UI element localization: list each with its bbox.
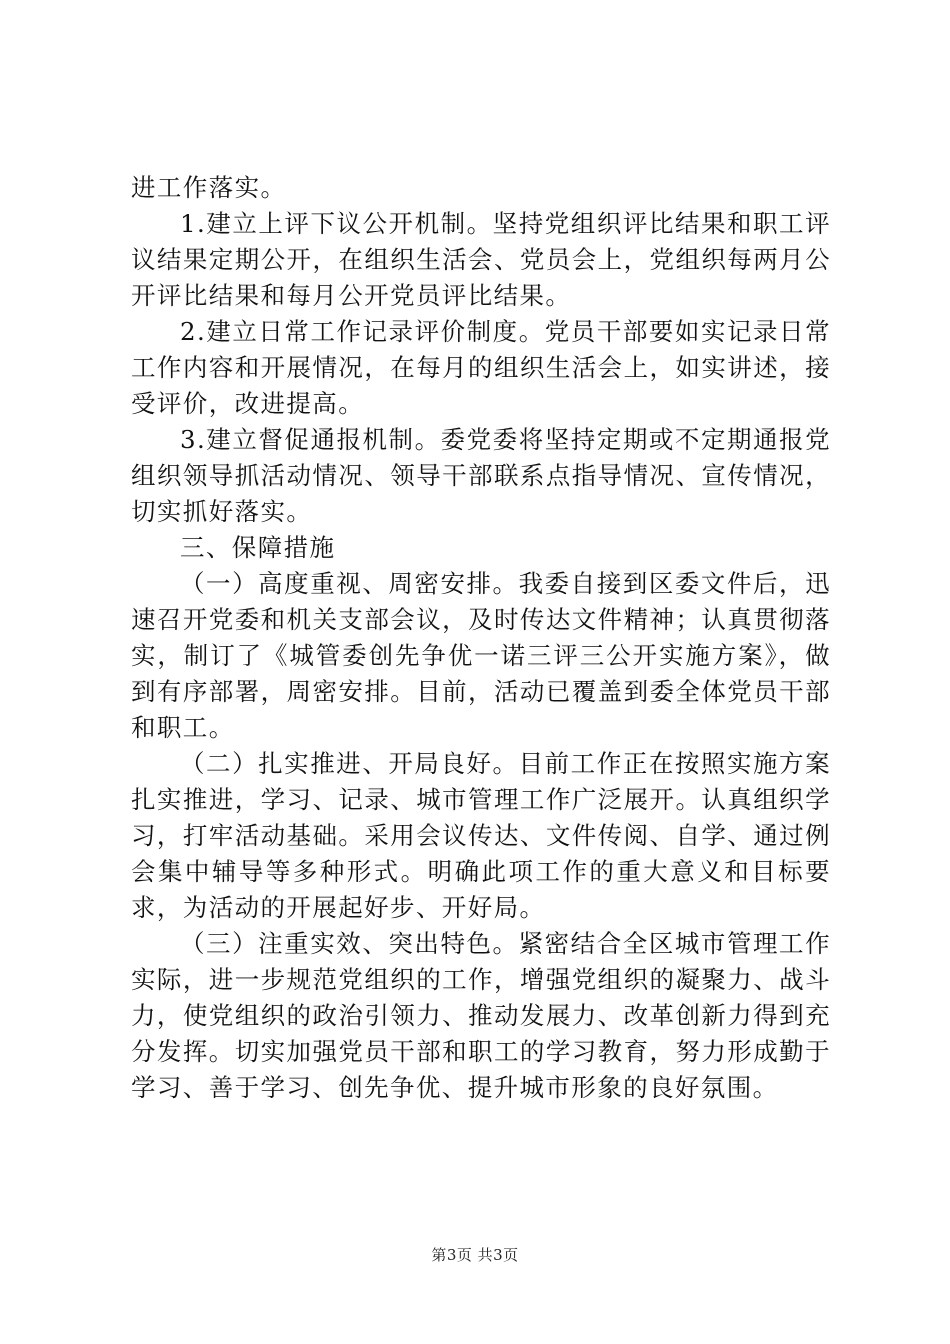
document-body: [131, 170, 831, 1106]
section-heading: 三、保障措施: [180, 533, 336, 562]
paragraph-item-1: 1.建立上评下议公开机制。坚持党组织评比结果和职工评议结果定期公开，在组织生活会、党员会上，党组织每两月公开评比结果和每月公开党员评比结果。: [131, 209, 831, 310]
paragraph-item-3: 3.建立督促通报机制。委党委将坚持定期或不定期通报党组织领导抓活动情况、领导干部联系点指导情况、宣传情况，切实抓好落实。: [131, 425, 831, 526]
paragraph-measure-3: （三）注重实效、突出特色。紧密结合全区城市管理工作实际，进一步规范党组织的工作，增强党组织的凝聚力、战斗力，使党组织的政治引领力、推动发展力、改革创新力得到充分发挥。切实加强党员干部和职工的学习教育，努力形成勤于学习、善于学习、创先争优、提升城市形象的良好氛围。: [131, 929, 831, 1102]
paragraph-measure-2: （二）扎实推进、开局良好。目前工作正在按照实施方案扎实推进，学习、记录、城市管理工作广泛展开。认真组织学习，打牢活动基础。采用会议传达、文件传阅、自学、通过例会集中辅导等多种形式。明确此项工作的重大意义和目标要求，为活动的开展起好步、开好局。: [131, 749, 831, 922]
paragraph-continuation: 进工作落实。: [131, 173, 287, 202]
page-footer: 第3页 共3页: [431, 1246, 519, 1264]
paragraph-item-2: 2.建立日常工作记录评价制度。党员干部要如实记录日常工作内容和开展情况，在每月的组织生活会上，如实讲述，接受评价，改进提高。: [131, 317, 831, 418]
paragraph-measure-1: （一）高度重视、周密安排。我委自接到区委文件后，迅速召开党委和机关支部会议，及时传达文件精神；认真贯彻落实，制订了《城管委创先争优一诺三评三公开实施方案》，做到有序部署，周密安排。目前，活动已覆盖到委全体党员干部和职工。: [131, 569, 831, 742]
